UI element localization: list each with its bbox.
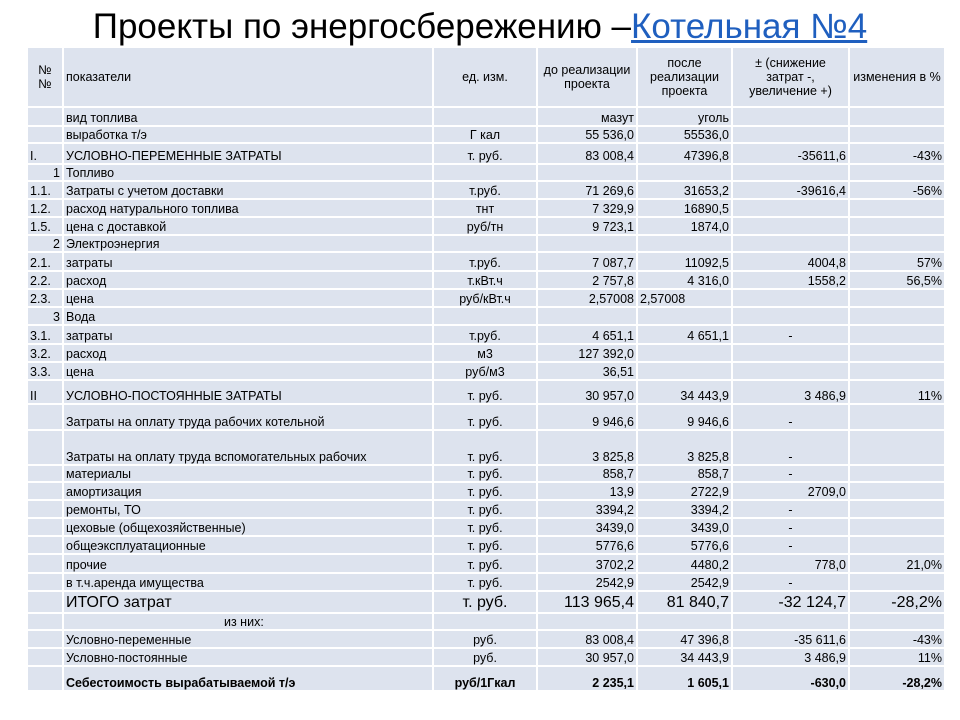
indicator-name-cell: ИТОГО затрат <box>64 592 434 614</box>
after-value-cell: 9 946,6 <box>638 405 733 431</box>
table-row <box>28 667 946 692</box>
indicator-name-cell: прочие <box>64 555 434 574</box>
percent-change-cell <box>850 308 946 326</box>
table-row <box>28 144 946 165</box>
after-value-cell: 81 840,7 <box>638 592 733 614</box>
difference-cell: 4004,8 <box>733 253 850 272</box>
difference-cell: - <box>733 431 850 466</box>
difference-cell: -39616,4 <box>733 182 850 200</box>
after-value-cell: 3394,2 <box>638 501 733 519</box>
difference-cell: 3 486,9 <box>733 381 850 405</box>
row-number-cell <box>28 649 64 667</box>
row-number-cell: 2.1. <box>28 253 64 272</box>
table-row <box>28 218 946 236</box>
table-row <box>28 200 946 218</box>
percent-change-cell <box>850 108 946 127</box>
percent-change-cell: 11% <box>850 649 946 667</box>
difference-cell: -32 124,7 <box>733 592 850 614</box>
before-value-cell: 7 087,7 <box>538 253 638 272</box>
unit-cell: т. руб. <box>434 144 538 165</box>
row-number-cell <box>28 574 64 592</box>
indicator-name-cell: из них: <box>64 614 434 631</box>
indicator-name-cell: цена с доставкой <box>64 218 434 236</box>
difference-cell: - <box>733 405 850 431</box>
difference-cell: - <box>733 537 850 555</box>
difference-cell: 2709,0 <box>733 483 850 501</box>
row-number-cell <box>28 108 64 127</box>
percent-change-cell <box>850 345 946 363</box>
before-value-cell: 30 957,0 <box>538 381 638 405</box>
after-value-cell: 4480,2 <box>638 555 733 574</box>
percent-change-cell <box>850 483 946 501</box>
percent-change-cell: -43% <box>850 144 946 165</box>
slide-title <box>0 6 960 48</box>
row-number-cell <box>28 431 64 466</box>
percent-change-cell: 56,5% <box>850 272 946 290</box>
after-value-cell: 2,57008 <box>638 290 733 308</box>
before-value-cell: 83 008,4 <box>538 631 638 649</box>
row-number-cell: 2.3. <box>28 290 64 308</box>
difference-cell: - <box>733 466 850 483</box>
after-value-cell <box>638 363 733 381</box>
table-row <box>28 290 946 308</box>
row-number-cell <box>28 519 64 537</box>
indicator-name-cell: в т.ч.аренда имущества <box>64 574 434 592</box>
difference-cell: -630,0 <box>733 667 850 692</box>
difference-cell <box>733 200 850 218</box>
cost-table <box>28 48 946 692</box>
slide-title-text: Проекты по энергосбережению – <box>92 7 632 46</box>
before-value-cell: 71 269,6 <box>538 182 638 200</box>
after-value-cell: 3 825,8 <box>638 431 733 466</box>
percent-change-cell <box>850 326 946 345</box>
header-indicator-name: показатели <box>64 48 434 108</box>
unit-cell: т. руб. <box>434 555 538 574</box>
difference-cell <box>733 290 850 308</box>
indicator-name-cell: Условно-переменные <box>64 631 434 649</box>
percent-change-cell: -43% <box>850 631 946 649</box>
indicator-name-cell: Электроэнергия <box>64 236 434 253</box>
before-value-cell: 9 723,1 <box>538 218 638 236</box>
difference-cell: - <box>733 519 850 537</box>
header-difference: ± (снижение затрат -, увеличение +) <box>733 48 850 108</box>
unit-cell: т. руб. <box>434 381 538 405</box>
difference-cell: 3 486,9 <box>733 649 850 667</box>
unit-cell: т. руб. <box>434 519 538 537</box>
unit-cell <box>434 108 538 127</box>
before-value-cell: 7 329,9 <box>538 200 638 218</box>
unit-cell <box>434 308 538 326</box>
percent-change-cell <box>850 200 946 218</box>
unit-cell: т. руб. <box>434 405 538 431</box>
percent-change-cell <box>850 363 946 381</box>
row-number-cell <box>28 405 64 431</box>
difference-cell: -35 611,6 <box>733 631 850 649</box>
indicator-name-cell: Топливо <box>64 165 434 182</box>
percent-change-cell: 21,0% <box>850 555 946 574</box>
unit-cell: м3 <box>434 345 538 363</box>
row-number-cell: 3.1. <box>28 326 64 345</box>
after-value-cell: 11092,5 <box>638 253 733 272</box>
before-value-cell <box>538 236 638 253</box>
difference-cell <box>733 308 850 326</box>
table-row <box>28 345 946 363</box>
indicator-name-cell: ремонты, ТО <box>64 501 434 519</box>
unit-cell: т. руб. <box>434 574 538 592</box>
row-number-cell: 1.2. <box>28 200 64 218</box>
row-number-cell: II <box>28 381 64 405</box>
indicator-name-cell: Себестоимость вырабатываемой т/э <box>64 667 434 692</box>
indicator-name-cell: Затраты на оплату труда рабочих котельной <box>64 405 434 431</box>
unit-cell: т. руб. <box>434 483 538 501</box>
before-value-cell: 5776,6 <box>538 537 638 555</box>
row-number-cell: 2 <box>28 236 64 253</box>
unit-cell: Г кал <box>434 127 538 144</box>
unit-cell: руб. <box>434 631 538 649</box>
table-row <box>28 272 946 290</box>
unit-cell: т.руб. <box>434 326 538 345</box>
percent-change-cell <box>850 501 946 519</box>
percent-change-cell: -28,2% <box>850 592 946 614</box>
percent-change-cell <box>850 127 946 144</box>
after-value-cell: 55536,0 <box>638 127 733 144</box>
row-number-cell: 3.3. <box>28 363 64 381</box>
row-number-cell <box>28 501 64 519</box>
after-value-cell <box>638 345 733 363</box>
table-row <box>28 165 946 182</box>
before-value-cell: 83 008,4 <box>538 144 638 165</box>
difference-cell <box>733 345 850 363</box>
after-value-cell: 1 605,1 <box>638 667 733 692</box>
indicator-name-cell: амортизация <box>64 483 434 501</box>
unit-cell <box>434 614 538 631</box>
row-number-cell <box>28 667 64 692</box>
table-row <box>28 182 946 200</box>
row-number-cell: 2.2. <box>28 272 64 290</box>
after-value-cell <box>638 308 733 326</box>
indicator-name-cell: материалы <box>64 466 434 483</box>
before-value-cell: 36,51 <box>538 363 638 381</box>
before-value-cell: 30 957,0 <box>538 649 638 667</box>
before-value-cell: 127 392,0 <box>538 345 638 363</box>
after-value-cell: 47 396,8 <box>638 631 733 649</box>
table-row <box>28 631 946 649</box>
percent-change-cell <box>850 165 946 182</box>
row-number-cell: 1.5. <box>28 218 64 236</box>
row-number-cell <box>28 592 64 614</box>
unit-cell: руб/кВт.ч <box>434 290 538 308</box>
table-row <box>28 614 946 631</box>
before-value-cell: 3394,2 <box>538 501 638 519</box>
percent-change-cell <box>850 290 946 308</box>
row-number-cell <box>28 614 64 631</box>
after-value-cell: 1874,0 <box>638 218 733 236</box>
after-value-cell: 31653,2 <box>638 182 733 200</box>
before-value-cell: 113 965,4 <box>538 592 638 614</box>
after-value-cell: 2542,9 <box>638 574 733 592</box>
header-percent-change: изменения в % <box>850 48 946 108</box>
before-value-cell: 9 946,6 <box>538 405 638 431</box>
table-row <box>28 431 946 466</box>
difference-cell <box>733 218 850 236</box>
difference-cell: -35611,6 <box>733 144 850 165</box>
table-row <box>28 592 946 614</box>
difference-cell: - <box>733 574 850 592</box>
before-value-cell: 2 757,8 <box>538 272 638 290</box>
indicator-name-cell: расход <box>64 345 434 363</box>
row-number-cell <box>28 537 64 555</box>
row-number-cell <box>28 483 64 501</box>
unit-cell: т. руб. <box>434 466 538 483</box>
unit-cell: т. руб. <box>434 431 538 466</box>
table-row <box>28 574 946 592</box>
after-value-cell: 858,7 <box>638 466 733 483</box>
indicator-name-cell: расход натурального топлива <box>64 200 434 218</box>
indicator-name-cell: Вода <box>64 308 434 326</box>
table-row <box>28 501 946 519</box>
header-row-number: № № <box>28 48 64 108</box>
unit-cell: т. руб. <box>434 501 538 519</box>
after-value-cell: 47396,8 <box>638 144 733 165</box>
unit-cell: т.руб. <box>434 253 538 272</box>
header-before-value: до реализации проекта <box>538 48 638 108</box>
difference-cell: - <box>733 501 850 519</box>
unit-cell <box>434 165 538 182</box>
indicator-name-cell: выработка т/э <box>64 127 434 144</box>
indicator-name-cell: вид топлива <box>64 108 434 127</box>
difference-cell <box>733 165 850 182</box>
unit-cell: т.кВт.ч <box>434 272 538 290</box>
table-row <box>28 466 946 483</box>
before-value-cell: 3702,2 <box>538 555 638 574</box>
unit-cell: т.руб. <box>434 182 538 200</box>
after-value-cell: уголь <box>638 108 733 127</box>
table-row <box>28 127 946 144</box>
table-row <box>28 308 946 326</box>
percent-change-cell <box>850 405 946 431</box>
before-value-cell <box>538 165 638 182</box>
percent-change-cell <box>850 519 946 537</box>
before-value-cell: 4 651,1 <box>538 326 638 345</box>
percent-change-cell: 11% <box>850 381 946 405</box>
table-row <box>28 381 946 405</box>
after-value-cell <box>638 165 733 182</box>
table-row <box>28 405 946 431</box>
indicator-name-cell: цена <box>64 363 434 381</box>
indicator-name-cell: расход <box>64 272 434 290</box>
boiler-link[interactable]: Котельная №4 <box>631 7 868 46</box>
unit-cell <box>434 236 538 253</box>
indicator-name-cell: затраты <box>64 326 434 345</box>
row-number-cell: I. <box>28 144 64 165</box>
unit-cell: руб/м3 <box>434 363 538 381</box>
row-number-cell <box>28 466 64 483</box>
after-value-cell: 5776,6 <box>638 537 733 555</box>
unit-cell: т. руб. <box>434 592 538 614</box>
unit-cell: руб/1Гкал <box>434 667 538 692</box>
row-number-cell <box>28 631 64 649</box>
indicator-name-cell: затраты <box>64 253 434 272</box>
row-number-cell: 3 <box>28 308 64 326</box>
difference-cell <box>733 614 850 631</box>
table-row <box>28 519 946 537</box>
header-after-value: после реализации проекта <box>638 48 733 108</box>
before-value-cell: 2,57008 <box>538 290 638 308</box>
row-number-cell: 1.1. <box>28 182 64 200</box>
percent-change-cell <box>850 466 946 483</box>
before-value-cell <box>538 308 638 326</box>
unit-cell: т. руб. <box>434 537 538 555</box>
row-number-cell <box>28 555 64 574</box>
difference-cell <box>733 236 850 253</box>
after-value-cell <box>638 614 733 631</box>
before-value-cell: 2542,9 <box>538 574 638 592</box>
difference-cell <box>733 127 850 144</box>
percent-change-cell <box>850 614 946 631</box>
after-value-cell: 4 316,0 <box>638 272 733 290</box>
indicator-name-cell: цена <box>64 290 434 308</box>
table-row <box>28 253 946 272</box>
after-value-cell: 4 651,1 <box>638 326 733 345</box>
percent-change-cell: 57% <box>850 253 946 272</box>
difference-cell: 1558,2 <box>733 272 850 290</box>
percent-change-cell <box>850 236 946 253</box>
after-value-cell: 34 443,9 <box>638 649 733 667</box>
after-value-cell: 34 443,9 <box>638 381 733 405</box>
row-number-cell: 1 <box>28 165 64 182</box>
percent-change-cell <box>850 574 946 592</box>
indicator-name-cell: УСЛОВНО-ПЕРЕМЕННЫЕ ЗАТРАТЫ <box>64 144 434 165</box>
table-row <box>28 483 946 501</box>
before-value-cell <box>538 614 638 631</box>
table-row <box>28 649 946 667</box>
percent-change-cell <box>850 431 946 466</box>
table-row <box>28 326 946 345</box>
table-header <box>28 48 946 108</box>
difference-cell <box>733 363 850 381</box>
table-row <box>28 108 946 127</box>
difference-cell: 778,0 <box>733 555 850 574</box>
row-number-cell <box>28 127 64 144</box>
table-row <box>28 537 946 555</box>
percent-change-cell <box>850 537 946 555</box>
table-row <box>28 236 946 253</box>
after-value-cell: 3439,0 <box>638 519 733 537</box>
difference-cell: - <box>733 326 850 345</box>
indicator-name-cell: Условно-постоянные <box>64 649 434 667</box>
before-value-cell: 13,9 <box>538 483 638 501</box>
header-unit: ед. изм. <box>434 48 538 108</box>
percent-change-cell: -28,2% <box>850 667 946 692</box>
after-value-cell: 2722,9 <box>638 483 733 501</box>
indicator-name-cell: цеховые (общехозяйственные) <box>64 519 434 537</box>
indicator-name-cell: УСЛОВНО-ПОСТОЯННЫЕ ЗАТРАТЫ <box>64 381 434 405</box>
unit-cell: руб. <box>434 649 538 667</box>
before-value-cell: 3439,0 <box>538 519 638 537</box>
indicator-name-cell: Затраты на оплату труда вспомогательных рабочих <box>64 431 434 466</box>
percent-change-cell: -56% <box>850 182 946 200</box>
difference-cell <box>733 108 850 127</box>
before-value-cell: 3 825,8 <box>538 431 638 466</box>
unit-cell: тнт <box>434 200 538 218</box>
indicator-name-cell: Затраты с учетом доставки <box>64 182 434 200</box>
before-value-cell: 858,7 <box>538 466 638 483</box>
percent-change-cell <box>850 218 946 236</box>
table-row <box>28 363 946 381</box>
before-value-cell: мазут <box>538 108 638 127</box>
row-number-cell: 3.2. <box>28 345 64 363</box>
after-value-cell: 16890,5 <box>638 200 733 218</box>
indicator-name-cell: общеэксплуатационные <box>64 537 434 555</box>
unit-cell: руб/тн <box>434 218 538 236</box>
after-value-cell <box>638 236 733 253</box>
before-value-cell: 2 235,1 <box>538 667 638 692</box>
table-row <box>28 555 946 574</box>
before-value-cell: 55 536,0 <box>538 127 638 144</box>
